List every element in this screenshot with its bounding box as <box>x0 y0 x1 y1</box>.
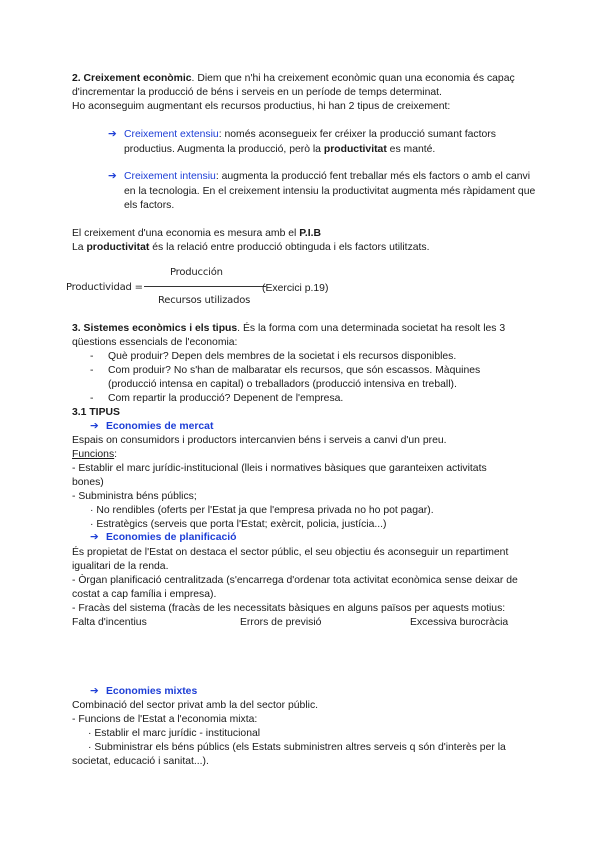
formula-denominator: Recursos utilizados <box>158 295 251 306</box>
question-3 <box>90 392 540 406</box>
prod-text: La <box>72 242 87 253</box>
productivitat-line <box>72 241 540 255</box>
exercise-ref: (Exercici p.19) <box>262 283 329 294</box>
section2-line2: d'incrementar la producció de béns i serveis en un període de temps determinat. <box>72 87 442 98</box>
funcions-label: Funcions <box>72 449 115 460</box>
mixtes-l4: · Subministrar els béns públics (els Estats subministren altres serveis q són d'interès per la <box>88 742 506 753</box>
bullet-text: : augmenta la producció fent treballar més els factors o amb el canvi <box>215 171 531 182</box>
section2-heading: 2. Creixement econòmic <box>72 73 192 84</box>
section3-heading: 3. Sistemes econòmics i els tipus <box>72 323 238 334</box>
section3-text: . És la forma com una determinada societat ha resolt les 3 <box>237 323 506 334</box>
bullet-intensiu-line2: en la tecnologia. En el creixement intensiu la productivitat augmenta més ràpidament que <box>124 186 536 197</box>
mercat-title: Economies de mercat <box>106 421 214 432</box>
term-extensiu: Creixement extensiu <box>124 129 219 140</box>
tipus-heading: 3.1 TIPUS <box>72 407 120 418</box>
planificacio-l3: - Òrgan planificació centralitzada (s'encarrega d'ordenar tota activitat econòmica sense deixar de <box>72 575 518 586</box>
prod-bold: productivitat <box>86 242 150 253</box>
productivitat-bold: productivitat <box>323 144 387 155</box>
mercat-desc: Espais on consumidors i productors intercanvien béns i serveis a canvi d'un preu. <box>72 435 447 446</box>
mixtes-title-row <box>90 685 540 699</box>
section2-text: . Diem que n'hi ha creixement econòmic quan una economia és capaç <box>191 73 515 84</box>
arrow-icon: ➔ <box>90 532 99 543</box>
dash: - <box>90 351 94 362</box>
motius-col2: Errors de previsió <box>240 617 322 628</box>
question-2 <box>90 364 540 378</box>
mercat-f2: - Subministra béns públics; <box>72 491 197 502</box>
mixtes-title: Economies mixtes <box>106 686 198 697</box>
mixtes-l1: Combinació del sector privat amb la del sector públic. <box>72 700 319 711</box>
mixtes-l5: societat, educació i sanitat...). <box>72 756 209 767</box>
bullet-intensiu <box>108 170 540 184</box>
bullet-extensiu-line2 <box>124 143 540 157</box>
bullet-text: es manté. <box>386 144 436 155</box>
section3-line1 <box>72 322 540 336</box>
prod-text: és la relació entre producció obtinguda i els factors utilitzats. <box>149 242 430 253</box>
term-intensiu: Creixement intensiu <box>124 171 216 182</box>
arrow-icon: ➔ <box>90 686 99 697</box>
mercat-f2b: · Estratègics (serveis que porta l'Estat; exèrcit, policia, justícia...) <box>90 519 387 530</box>
question-text: Com repartir la producció? Depenent de l'empresa. <box>108 393 344 404</box>
question-2-cont: (producció intensa en capital) o treballadors (producció intensiva en treball). <box>108 379 457 390</box>
pib-text: El creixement d'una economia es mesura amb el <box>72 228 300 239</box>
planificacio-title-row <box>90 531 540 545</box>
bullet-extensiu <box>108 128 540 142</box>
mercat-title-row <box>90 420 540 434</box>
motius-col1: Falta d'incentius <box>72 617 147 628</box>
mercat-f1b: bones) <box>72 477 104 488</box>
arrow-icon: ➔ <box>108 171 117 182</box>
section3-line2: qüestions essencials de l'economia: <box>72 337 238 348</box>
section2-line1 <box>72 72 540 86</box>
arrow-icon: ➔ <box>90 421 99 432</box>
motius-col3: Excessiva burocràcia <box>410 617 509 628</box>
arrow-icon: ➔ <box>108 129 117 140</box>
question-text: Què produir? Depen dels membres de la societat i els recursos disponibles. <box>108 351 457 362</box>
mercat-f1a: - Establir el marc jurídic-institucional (lleis i normatives bàsiques que garanteixen activitats <box>72 463 487 474</box>
formula-numerator: Producción <box>170 267 223 278</box>
planificacio-l1: És propietat de l'Estat on destaca el sector públic, el seu objectiu és aconseguir un repartiment <box>72 547 509 558</box>
mixtes-l2: - Funcions de l'Estat a l'economia mixta: <box>72 714 258 725</box>
planificacio-l4: costat a cap família i empresa). <box>72 589 217 600</box>
mixtes-l3: · Establir el marc jurídic - institucional <box>88 728 261 739</box>
dash: - <box>90 393 94 404</box>
funcions-label-row: Funcions: <box>72 449 118 460</box>
question-text: Com produir? No s'han de malbaratar els recursos, que són escassos. Màquines <box>108 365 481 376</box>
pib-bold: P.I.B <box>299 228 321 239</box>
question-1 <box>90 350 540 364</box>
section2-line3: Ho aconseguim augmentant els recursos productius, hi han 2 tipus de creixement: <box>72 101 451 112</box>
planificacio-l2: igualitari de la renda. <box>72 561 169 572</box>
bullet-text: productius. Augmenta la producció, però la <box>124 144 324 155</box>
planificacio-title: Economies de planificació <box>106 532 237 543</box>
formula-lhs: Productividad = <box>66 282 143 293</box>
mercat-f2a: · No rendibles (oferts per l'Estat ja que l'empresa privada no ho pot pagar). <box>90 505 434 516</box>
bullet-text: : només aconsegueix fer créixer la producció sumant factors <box>218 129 496 140</box>
planificacio-l5: - Fracàs del sistema (fracàs de les necessitats bàsiques en alguns països per aquests motius: <box>72 603 506 614</box>
fraction-bar <box>144 286 266 287</box>
bullet-intensiu-line3: els factors. <box>124 200 175 211</box>
pib-line <box>72 227 540 241</box>
dash: - <box>90 365 94 376</box>
